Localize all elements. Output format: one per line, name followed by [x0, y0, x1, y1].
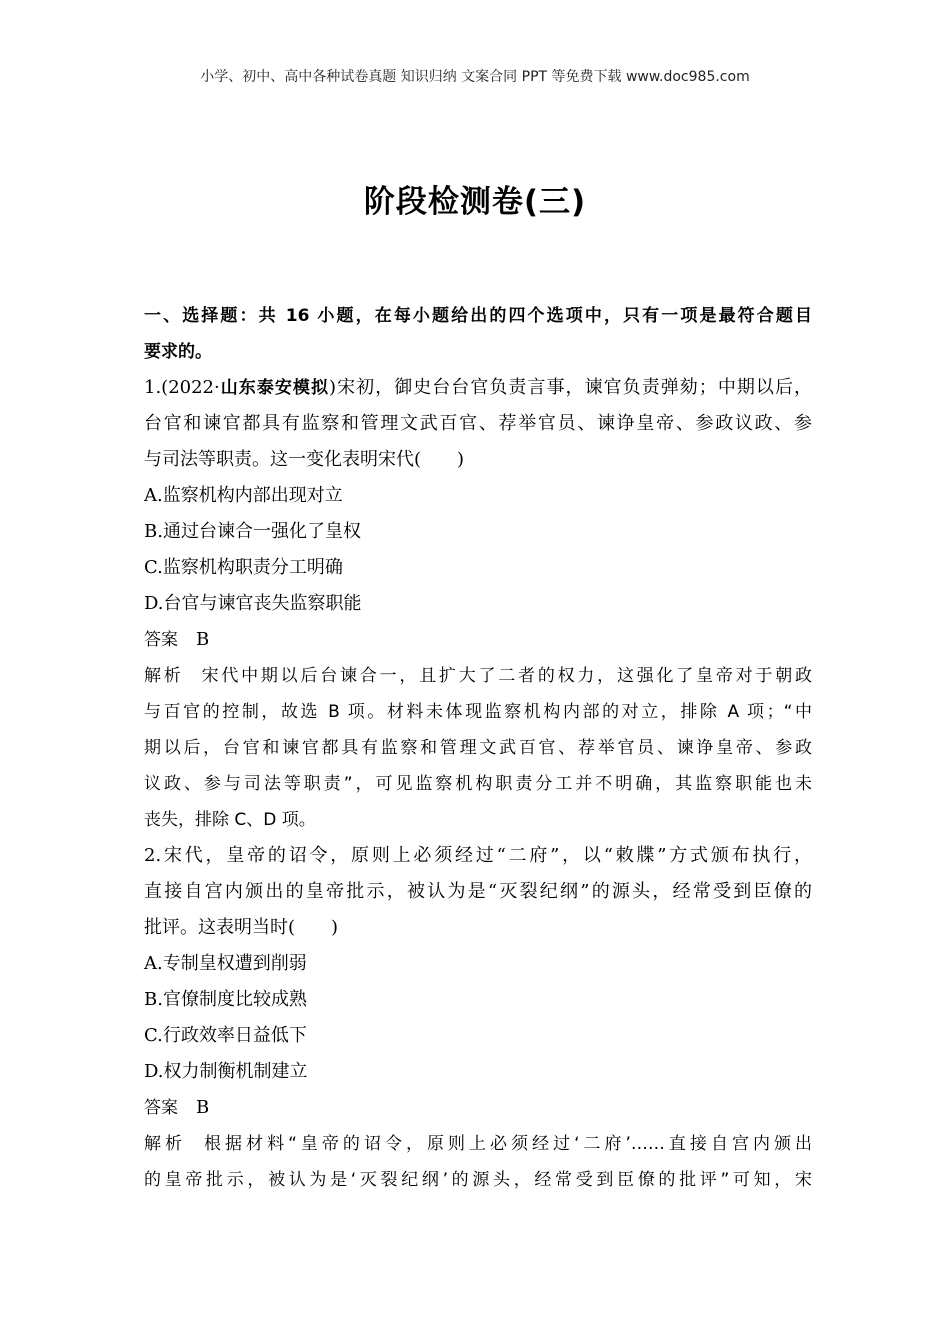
q2-stem-line: 2.宋代，皇帝的诏令，原则上必须经过“二府”，以“敕牒”方式颁布执行，	[144, 845, 812, 866]
q1-answer	[144, 622, 812, 658]
q1-analysis-line: 丧失，排除 C、D 项。	[144, 810, 316, 830]
q1-analysis-line: 与百官的控制，故选 B 项。材料未体现监察机构内部的对立，排除 A 项；“中	[144, 702, 812, 722]
q1-analysis-line	[144, 658, 812, 694]
q2-option-b: B.官僚制度比较成熟	[144, 989, 307, 1010]
q1-option-b: B.通过台谏合一强化了皇权	[144, 521, 361, 542]
analysis-text: 宋代中期以后台谏合一，且扩大了二者的权力，这强化了皇帝对于朝政	[201, 666, 812, 686]
q2-analysis-line: 的皇帝批示，被认为是‘灭裂纪纲’的源头，经常受到臣僚的批评”可知，宋	[144, 1170, 812, 1190]
analysis-label: 解析	[144, 666, 184, 686]
analysis-text: 根据材料“皇帝的诏令，原则上必须经过‘二府’……直接自宫内颁出	[204, 1134, 812, 1154]
q1-stem-text: )宋初，御史台台官负责言事，谏官负责弹劾；中期以后，	[329, 377, 812, 398]
q1-option-a: A.监察机构内部出现对立	[144, 485, 343, 506]
site-header: 小学、初中、高中各种试卷真题 知识归纳 文案合同 PPT 等免费下载 www.doc985.com	[200, 69, 750, 85]
q2-option-c: C.行政效率日益低下	[144, 1025, 307, 1046]
q2-option-d: D.权力制衡机制建立	[144, 1061, 308, 1082]
section-heading-cont: 要求的。	[144, 342, 212, 362]
section-heading: 一、选择题：共 16 小题，在每小题给出的四个选项中，只有一项是最符合题目	[144, 306, 812, 326]
q1-analysis-line: 期以后，台官和谏官都具有监察和管理文武百官、荐举官员、谏诤皇帝、参政	[144, 738, 812, 758]
q1-source: 山东泰安模拟	[219, 378, 330, 398]
page-title: 阶段检测卷(三)	[363, 184, 587, 220]
answer-value: B	[196, 629, 210, 650]
q1-stem-line	[144, 370, 812, 406]
q2-answer	[144, 1090, 812, 1126]
answer-label: 答案	[144, 1098, 178, 1118]
analysis-label: 解析	[144, 1134, 187, 1154]
q2-analysis-line	[144, 1126, 812, 1162]
q2-stem-line: 直接自宫内颁出的皇帝批示，被认为是“灭裂纪纲”的源头，经常受到臣僚的	[144, 881, 812, 902]
q2-stem-line: 批评。这表明当时( )	[144, 917, 339, 938]
q1-option-c: C.监察机构职责分工明确	[144, 557, 343, 578]
q1-option-d: D.台官与谏官丧失监察职能	[144, 593, 362, 614]
answer-value: B	[196, 1097, 210, 1118]
q1-stem-line: 台官和谏官都具有监察和管理文武百官、荐举官员、谏诤皇帝、参政议政、参	[144, 413, 812, 434]
q2-option-a: A.专制皇权遭到削弱	[144, 953, 307, 974]
q1-stem-line: 与司法等职责。这一变化表明宋代( )	[144, 449, 465, 470]
document-body	[144, 298, 812, 1198]
answer-label: 答案	[144, 630, 178, 650]
q1-analysis-line: 议政、参与司法等职责”，可见监察机构职责分工并不明确，其监察职能也未	[144, 774, 812, 794]
q1-number: 1.(2022·	[144, 377, 220, 398]
